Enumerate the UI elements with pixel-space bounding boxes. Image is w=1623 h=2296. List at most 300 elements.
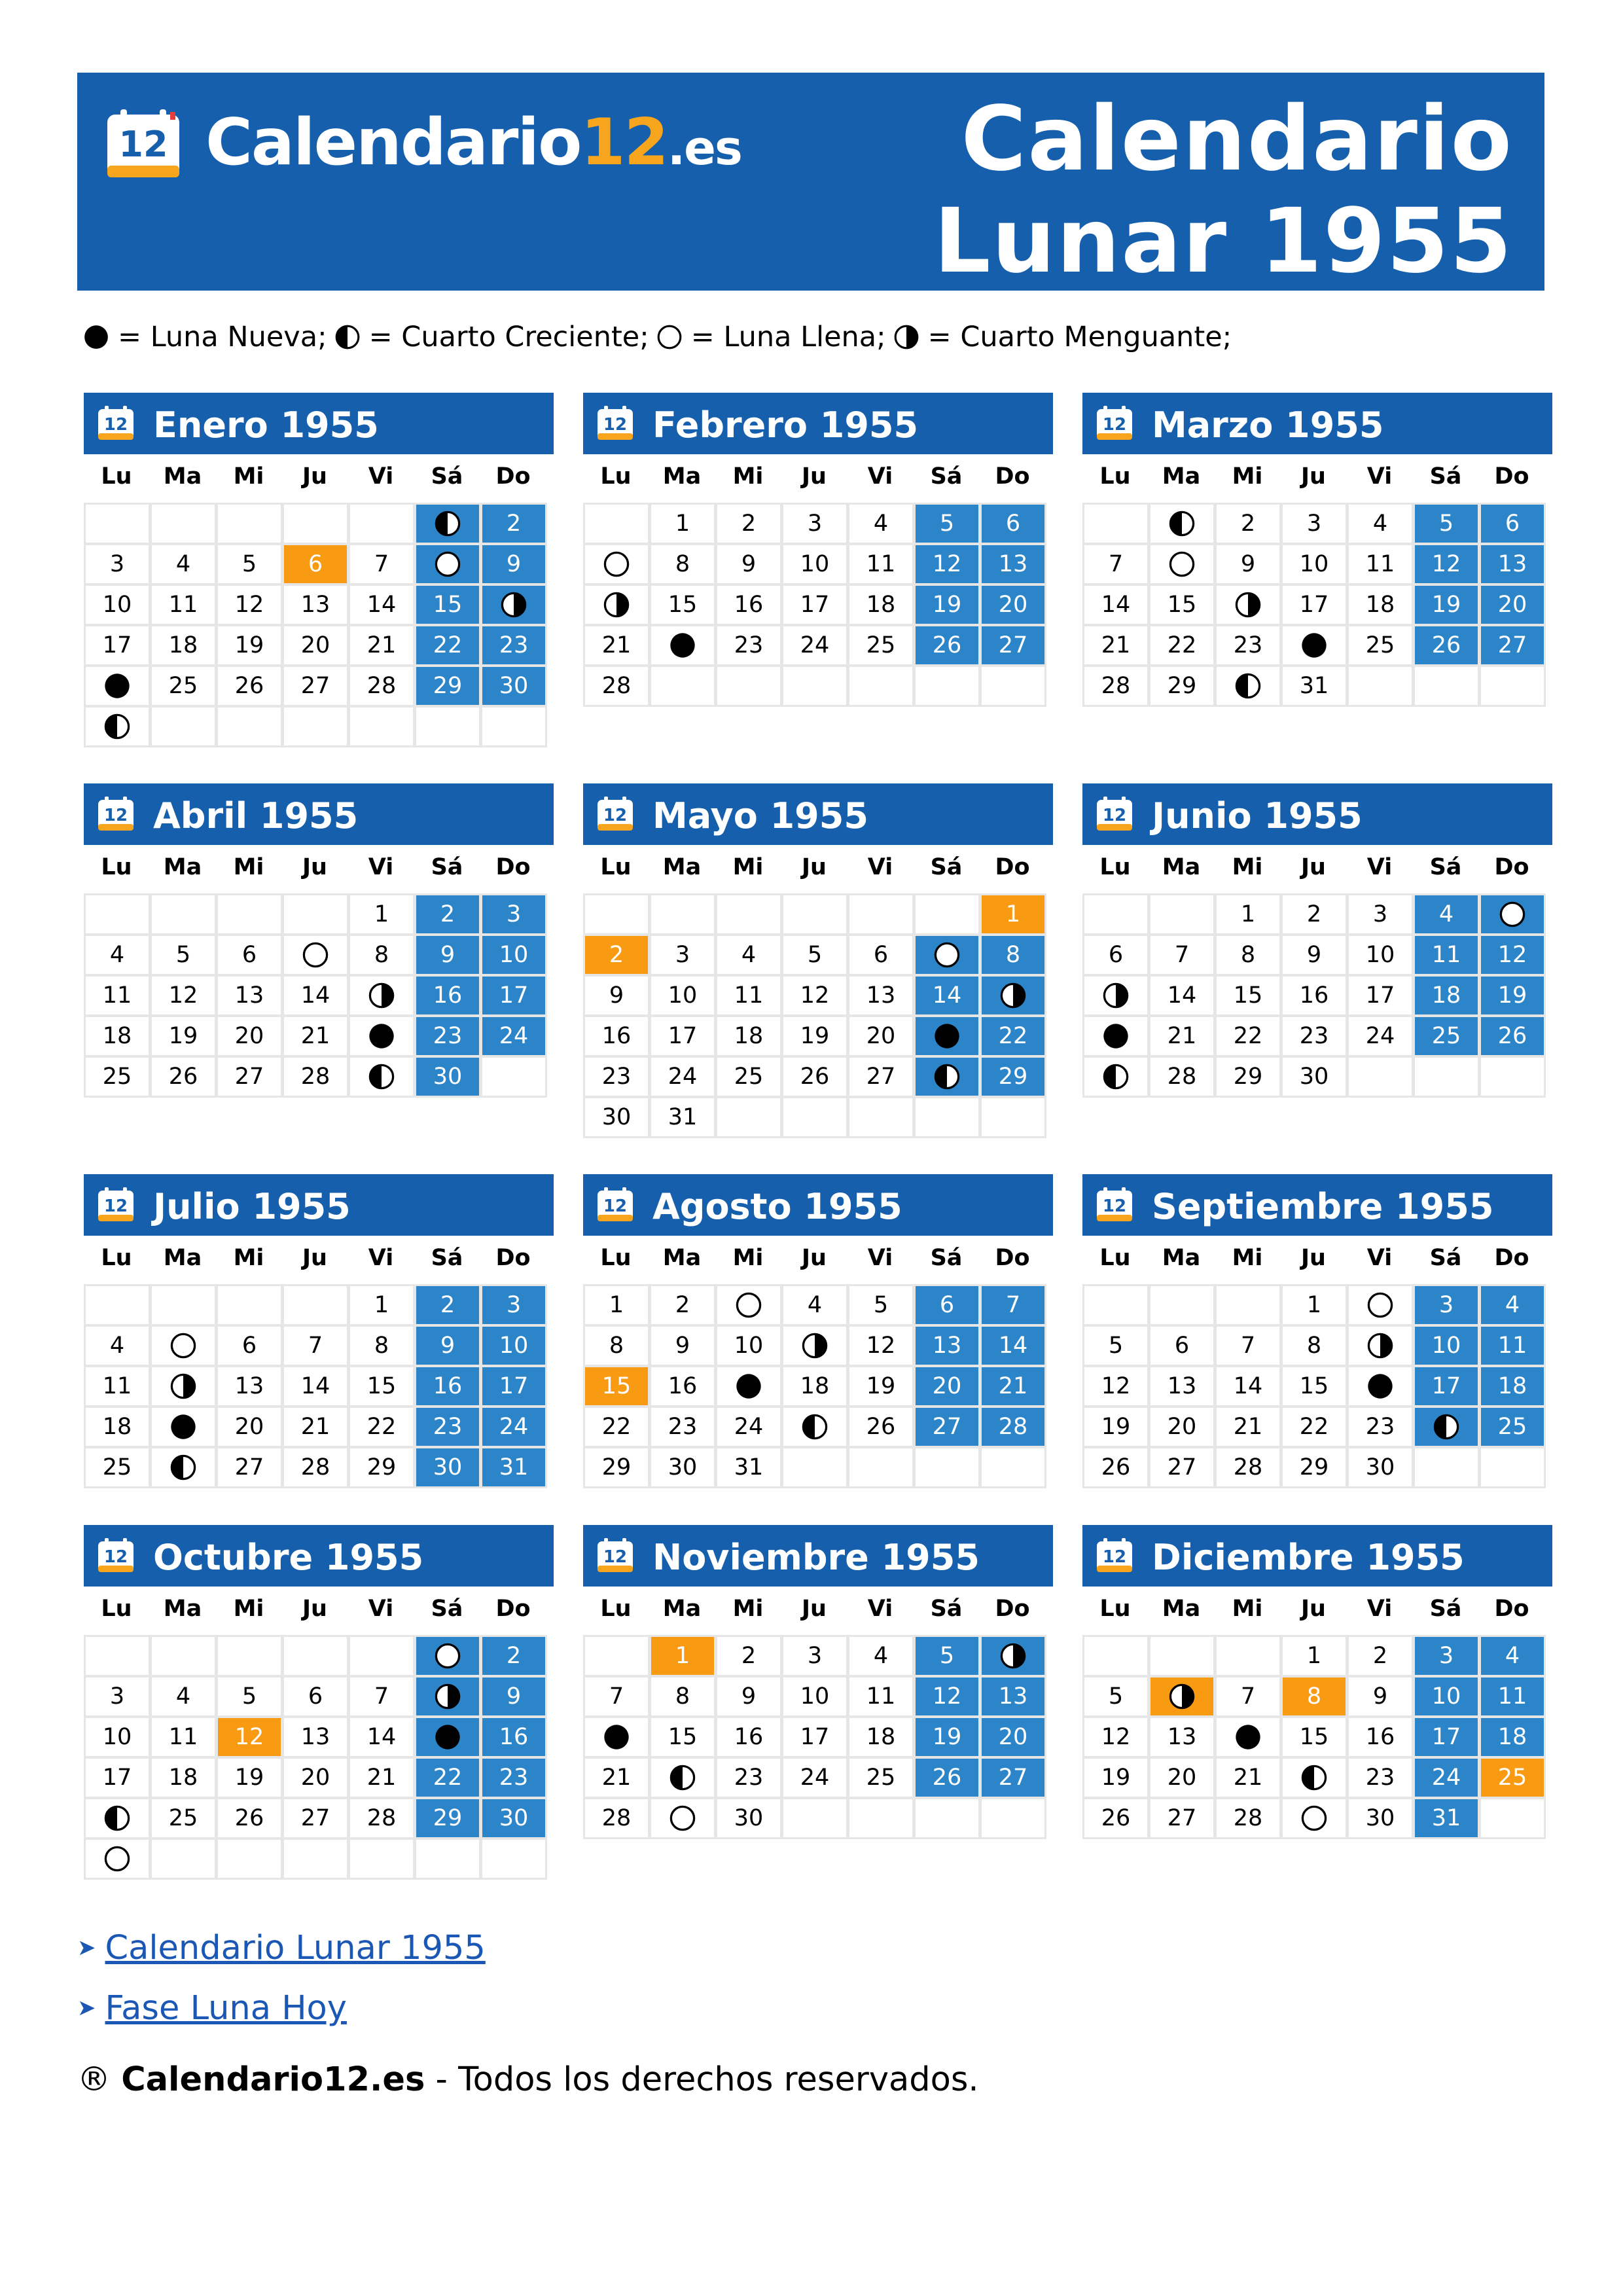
month-title: Noviembre 1955 bbox=[652, 1537, 980, 1578]
day-cell: 2 bbox=[583, 934, 650, 976]
day-cell: 27 bbox=[914, 1406, 980, 1448]
new-moon-icon bbox=[668, 631, 697, 660]
day-cell: 26 bbox=[847, 1406, 914, 1448]
month-header bbox=[1082, 393, 1552, 454]
month-calendar bbox=[84, 783, 554, 1098]
weekday-label: Lu bbox=[101, 1596, 132, 1622]
day-cell: 3 bbox=[1347, 893, 1414, 935]
new-moon-icon bbox=[1300, 631, 1329, 660]
empty-cell bbox=[1479, 1446, 1546, 1488]
day-cell: 13 bbox=[282, 584, 349, 626]
weekday-label: Ma bbox=[1162, 1245, 1201, 1271]
weekday-header bbox=[84, 454, 554, 503]
month-title: Julio 1955 bbox=[153, 1186, 351, 1227]
empty-cell bbox=[1413, 1446, 1480, 1488]
first-quarter-icon bbox=[169, 1453, 198, 1482]
empty-cell bbox=[282, 1838, 349, 1880]
day-cell: 7 bbox=[1215, 1676, 1281, 1717]
empty-cell bbox=[1347, 665, 1414, 707]
svg-text:12: 12 bbox=[603, 1547, 628, 1567]
day-cell: 2 bbox=[1215, 503, 1281, 545]
day-cell: 21 bbox=[282, 1406, 349, 1448]
day-cell: 6 bbox=[282, 543, 349, 585]
day-cell bbox=[84, 665, 151, 707]
weekday-label: Mi bbox=[233, 1596, 264, 1622]
weekday-label: Vi bbox=[368, 854, 394, 880]
day-cell: 3 bbox=[781, 1635, 848, 1677]
new-moon-icon bbox=[367, 1022, 396, 1050]
new-moon-icon bbox=[602, 1723, 631, 1751]
weekday-label: Mi bbox=[1232, 1245, 1263, 1271]
day-cell: 20 bbox=[282, 624, 349, 666]
day-cell: 6 bbox=[914, 1284, 980, 1326]
empty-cell bbox=[84, 893, 151, 935]
day-cell: 6 bbox=[1149, 1325, 1215, 1367]
last-quarter-icon bbox=[999, 1641, 1027, 1670]
month-title: Enero 1955 bbox=[153, 404, 379, 446]
day-cell: 11 bbox=[1347, 543, 1414, 585]
day-cell: 29 bbox=[348, 1446, 415, 1488]
full-moon-icon bbox=[433, 550, 462, 579]
empty-cell bbox=[1149, 1284, 1215, 1326]
day-cell: 8 bbox=[1281, 1325, 1347, 1367]
empty-cell bbox=[480, 706, 547, 747]
day-cell: 20 bbox=[1149, 1757, 1215, 1799]
empty-cell bbox=[914, 665, 980, 707]
day-cell: 6 bbox=[1082, 934, 1149, 976]
weekday-label: Vi bbox=[1366, 463, 1393, 490]
day-cell: 12 bbox=[1479, 934, 1546, 976]
day-cell: 30 bbox=[715, 1797, 782, 1839]
day-cell bbox=[150, 1325, 217, 1367]
weekday-label: Lu bbox=[600, 463, 632, 490]
weekday-label: Lu bbox=[101, 854, 132, 880]
empty-cell bbox=[781, 1797, 848, 1839]
empty-cell bbox=[847, 893, 914, 935]
empty-cell bbox=[914, 893, 980, 935]
full-moon-icon bbox=[602, 550, 631, 579]
full-moon-icon bbox=[103, 1844, 132, 1873]
empty-cell bbox=[282, 503, 349, 545]
weekday-label: Ju bbox=[1301, 1596, 1326, 1622]
day-cell: 31 bbox=[1413, 1797, 1480, 1839]
empty-cell bbox=[282, 893, 349, 935]
day-cell: 11 bbox=[715, 975, 782, 1016]
empty-cell bbox=[480, 1056, 547, 1098]
month-title: Marzo 1955 bbox=[1152, 404, 1384, 446]
day-cell: 12 bbox=[781, 975, 848, 1016]
day-cell: 30 bbox=[480, 665, 547, 707]
day-cell bbox=[1281, 624, 1347, 666]
link-fase-luna-hoy[interactable]: Fase Luna Hoy bbox=[105, 1988, 347, 2028]
full-moon-icon bbox=[734, 1291, 763, 1319]
link-calendario-lunar[interactable]: Calendario Lunar 1955 bbox=[105, 1928, 486, 1967]
weekday-label: Vi bbox=[867, 854, 893, 880]
last-quarter-icon bbox=[999, 981, 1027, 1010]
weekday-label: Ma bbox=[163, 854, 202, 880]
day-cell: 26 bbox=[216, 665, 283, 707]
day-cell: 19 bbox=[216, 1757, 283, 1799]
day-cell: 13 bbox=[980, 1676, 1046, 1717]
empty-cell bbox=[282, 1284, 349, 1326]
day-cell: 4 bbox=[847, 503, 914, 545]
day-cell: 4 bbox=[715, 934, 782, 976]
weekday-label: Ju bbox=[802, 1245, 827, 1271]
day-cell: 27 bbox=[216, 1056, 283, 1098]
weekday-label: Mi bbox=[233, 1245, 264, 1271]
day-cell: 3 bbox=[781, 503, 848, 545]
weekday-label: Lu bbox=[1099, 1596, 1131, 1622]
day-cell: 22 bbox=[980, 1015, 1046, 1057]
weekday-label: Vi bbox=[368, 1245, 394, 1271]
day-cell: 9 bbox=[715, 543, 782, 585]
weekday-label: Do bbox=[495, 854, 531, 880]
empty-cell bbox=[715, 1096, 782, 1138]
day-cell: 28 bbox=[980, 1406, 1046, 1448]
month-header bbox=[1082, 1174, 1552, 1236]
month-header bbox=[84, 393, 554, 454]
day-cell: 24 bbox=[480, 1406, 547, 1448]
day-cell: 28 bbox=[282, 1056, 349, 1098]
first-quarter-icon bbox=[1300, 1763, 1329, 1792]
weekday-label: Ju bbox=[802, 854, 827, 880]
day-cell: 29 bbox=[1281, 1446, 1347, 1488]
month-header bbox=[583, 1525, 1053, 1587]
day-cell: 21 bbox=[348, 1757, 415, 1799]
day-cell: 5 bbox=[1413, 503, 1480, 545]
last-quarter-icon bbox=[433, 1682, 462, 1711]
empty-cell bbox=[1149, 1635, 1215, 1677]
day-cell: 8 bbox=[649, 1676, 716, 1717]
weekday-label: Ju bbox=[802, 1596, 827, 1622]
empty-cell bbox=[1413, 665, 1480, 707]
day-cell: 6 bbox=[216, 934, 283, 976]
day-cell: 6 bbox=[282, 1676, 349, 1717]
weekday-label: Ma bbox=[662, 463, 702, 490]
last-quarter-icon bbox=[1101, 981, 1130, 1010]
new-moon-icon bbox=[82, 323, 110, 351]
svg-text:12: 12 bbox=[1102, 806, 1127, 825]
empty-cell bbox=[84, 503, 151, 545]
day-cell: 17 bbox=[649, 1015, 716, 1057]
day-cell: 22 bbox=[1281, 1406, 1347, 1448]
day-cell: 8 bbox=[1215, 934, 1281, 976]
weekday-label: Lu bbox=[1099, 1245, 1131, 1271]
weekday-label: Lu bbox=[600, 1245, 632, 1271]
day-cell bbox=[414, 543, 481, 585]
day-cell: 22 bbox=[348, 1406, 415, 1448]
empty-cell bbox=[1082, 1284, 1149, 1326]
month-header bbox=[1082, 783, 1552, 845]
arrow-icon: ➤ bbox=[77, 1995, 96, 2021]
month-title: Agosto 1955 bbox=[652, 1186, 902, 1227]
day-cell: 25 bbox=[1347, 624, 1414, 666]
day-cell: 7 bbox=[980, 1284, 1046, 1326]
day-cell bbox=[84, 1797, 151, 1839]
empty-cell bbox=[348, 1635, 415, 1677]
day-cell: 15 bbox=[1281, 1365, 1347, 1407]
new-moon-icon bbox=[734, 1372, 763, 1401]
legend-label: = Cuarto Menguante; bbox=[927, 321, 1232, 353]
day-cell: 24 bbox=[781, 624, 848, 666]
day-cell bbox=[715, 1365, 782, 1407]
empty-cell bbox=[715, 893, 782, 935]
day-cell: 14 bbox=[348, 584, 415, 626]
day-cell: 1 bbox=[649, 503, 716, 545]
day-cell: 21 bbox=[583, 1757, 650, 1799]
day-cell: 19 bbox=[1082, 1757, 1149, 1799]
day-cell: 12 bbox=[216, 1716, 283, 1758]
day-cell: 30 bbox=[414, 1446, 481, 1488]
weekday-label: Mi bbox=[233, 463, 264, 490]
day-cell: 12 bbox=[1082, 1365, 1149, 1407]
empty-cell bbox=[980, 1797, 1046, 1839]
day-cell: 24 bbox=[715, 1406, 782, 1448]
day-cell: 4 bbox=[150, 1676, 217, 1717]
weekday-label: Lu bbox=[600, 854, 632, 880]
empty-cell bbox=[216, 1838, 283, 1880]
day-cell: 30 bbox=[649, 1446, 716, 1488]
weekday-label: Vi bbox=[368, 1596, 394, 1622]
day-cell: 4 bbox=[1479, 1284, 1546, 1326]
empty-cell bbox=[150, 706, 217, 747]
day-cell bbox=[649, 624, 716, 666]
day-cell: 23 bbox=[1215, 624, 1281, 666]
day-cell bbox=[980, 975, 1046, 1016]
day-cell: 10 bbox=[781, 543, 848, 585]
weekday-header bbox=[84, 1236, 554, 1284]
day-cell: 8 bbox=[649, 543, 716, 585]
first-quarter-icon bbox=[367, 1062, 396, 1091]
day-cell: 21 bbox=[583, 624, 650, 666]
last-quarter-icon bbox=[800, 1331, 829, 1360]
day-cell: 3 bbox=[480, 1284, 547, 1326]
day-cell: 8 bbox=[980, 934, 1046, 976]
day-cell: 20 bbox=[216, 1015, 283, 1057]
month-title: Abril 1955 bbox=[153, 795, 359, 836]
day-cell bbox=[583, 1716, 650, 1758]
day-cell: 22 bbox=[1149, 624, 1215, 666]
day-cell: 1 bbox=[348, 1284, 415, 1326]
last-quarter-icon bbox=[499, 590, 528, 619]
month-calendar bbox=[84, 393, 554, 748]
day-cell: 28 bbox=[1082, 665, 1149, 707]
first-quarter-icon bbox=[933, 1062, 961, 1091]
day-cell bbox=[583, 543, 650, 585]
full-moon-icon bbox=[1300, 1804, 1329, 1833]
weekday-header bbox=[1082, 454, 1552, 503]
day-cell: 14 bbox=[348, 1716, 415, 1758]
day-cell: 20 bbox=[282, 1757, 349, 1799]
full-moon-icon bbox=[1498, 900, 1527, 929]
month-title: Octubre 1955 bbox=[153, 1537, 424, 1578]
empty-cell bbox=[1082, 893, 1149, 935]
day-cell: 11 bbox=[84, 975, 151, 1016]
day-cell: 30 bbox=[414, 1056, 481, 1098]
day-cell: 23 bbox=[414, 1015, 481, 1057]
weekday-label: Vi bbox=[368, 463, 394, 490]
empty-cell bbox=[715, 665, 782, 707]
month-calendar bbox=[1082, 783, 1552, 1098]
day-cell: 5 bbox=[150, 934, 217, 976]
day-cell: 12 bbox=[1082, 1716, 1149, 1758]
svg-text:12: 12 bbox=[103, 415, 128, 435]
day-cell: 13 bbox=[914, 1325, 980, 1367]
day-cell: 18 bbox=[1413, 975, 1480, 1016]
empty-cell bbox=[150, 1838, 217, 1880]
logo-number: 12 bbox=[118, 124, 168, 165]
day-cell: 9 bbox=[1281, 934, 1347, 976]
day-cell: 1 bbox=[583, 1284, 650, 1326]
first-quarter-icon bbox=[433, 509, 462, 538]
day-cell: 5 bbox=[847, 1284, 914, 1326]
day-cell: 16 bbox=[583, 1015, 650, 1057]
empty-cell bbox=[84, 1635, 151, 1677]
day-cell: 5 bbox=[1082, 1325, 1149, 1367]
day-cell: 10 bbox=[715, 1325, 782, 1367]
first-quarter-icon bbox=[103, 712, 132, 741]
month-header bbox=[84, 1525, 554, 1587]
day-cell: 16 bbox=[715, 1716, 782, 1758]
day-cell bbox=[1347, 1284, 1414, 1326]
weekday-label: Ju bbox=[1301, 463, 1326, 490]
last-quarter-icon bbox=[602, 590, 631, 619]
day-cell: 25 bbox=[150, 665, 217, 707]
day-cell bbox=[150, 1406, 217, 1448]
day-cell: 6 bbox=[980, 503, 1046, 545]
day-cell: 15 bbox=[1281, 1716, 1347, 1758]
day-cell: 5 bbox=[1082, 1676, 1149, 1717]
day-cell: 27 bbox=[980, 1757, 1046, 1799]
new-moon-icon bbox=[1234, 1723, 1262, 1751]
day-cell: 24 bbox=[781, 1757, 848, 1799]
day-cell: 24 bbox=[480, 1015, 547, 1057]
day-cell bbox=[348, 1056, 415, 1098]
day-cell: 10 bbox=[84, 584, 151, 626]
empty-cell bbox=[583, 503, 650, 545]
day-cell: 31 bbox=[1281, 665, 1347, 707]
day-cell: 14 bbox=[914, 975, 980, 1016]
day-cell: 4 bbox=[847, 1635, 914, 1677]
month-calendar bbox=[583, 393, 1053, 708]
day-cell: 21 bbox=[1149, 1015, 1215, 1057]
day-cell: 15 bbox=[1149, 584, 1215, 626]
month-calendar bbox=[583, 1174, 1053, 1489]
day-cell: 9 bbox=[480, 1676, 547, 1717]
weekday-header bbox=[583, 1587, 1053, 1635]
empty-cell bbox=[980, 665, 1046, 707]
day-cell: 25 bbox=[84, 1056, 151, 1098]
empty-cell bbox=[781, 1096, 848, 1138]
day-cell: 18 bbox=[1479, 1365, 1546, 1407]
day-cell: 17 bbox=[1413, 1716, 1480, 1758]
calendar-icon bbox=[596, 1538, 634, 1573]
month-calendar bbox=[84, 1174, 554, 1489]
day-cell: 23 bbox=[414, 1406, 481, 1448]
day-cell bbox=[649, 1797, 716, 1839]
day-cell: 15 bbox=[1215, 975, 1281, 1016]
empty-cell bbox=[216, 1635, 283, 1677]
day-cell: 30 bbox=[480, 1797, 547, 1839]
empty-cell bbox=[348, 706, 415, 747]
weekday-label: Do bbox=[495, 1245, 531, 1271]
month-header bbox=[583, 1174, 1053, 1236]
day-cell: 9 bbox=[715, 1676, 782, 1717]
day-cell: 23 bbox=[1281, 1015, 1347, 1057]
day-cell: 6 bbox=[847, 934, 914, 976]
day-cell: 30 bbox=[1347, 1446, 1414, 1488]
last-quarter-icon bbox=[1366, 1331, 1395, 1360]
calendar-icon bbox=[1096, 1187, 1133, 1223]
day-cell: 9 bbox=[583, 975, 650, 1016]
day-cell: 19 bbox=[847, 1365, 914, 1407]
full-moon-icon bbox=[433, 1641, 462, 1670]
month-calendar bbox=[1082, 393, 1552, 708]
day-cell: 20 bbox=[847, 1015, 914, 1057]
empty-cell bbox=[649, 893, 716, 935]
day-cell: 18 bbox=[847, 584, 914, 626]
day-cell: 21 bbox=[1215, 1406, 1281, 1448]
weekday-label: Sá bbox=[930, 854, 963, 880]
day-cell: 23 bbox=[1347, 1757, 1414, 1799]
weekday-label: Sá bbox=[431, 1245, 463, 1271]
day-cell: 9 bbox=[414, 1325, 481, 1367]
day-cell: 8 bbox=[1281, 1676, 1347, 1717]
month-title: Junio 1955 bbox=[1152, 795, 1363, 836]
empty-cell bbox=[1479, 1797, 1546, 1839]
day-cell: 9 bbox=[480, 543, 547, 585]
empty-cell bbox=[348, 1838, 415, 1880]
day-cell: 10 bbox=[480, 934, 547, 976]
empty-cell bbox=[914, 1446, 980, 1488]
day-cell: 19 bbox=[1082, 1406, 1149, 1448]
first-quarter-icon bbox=[1168, 509, 1196, 538]
day-cell bbox=[914, 1056, 980, 1098]
empty-cell bbox=[649, 665, 716, 707]
day-cell: 28 bbox=[583, 1797, 650, 1839]
day-cell: 28 bbox=[1215, 1797, 1281, 1839]
day-cell: 9 bbox=[414, 934, 481, 976]
day-cell: 8 bbox=[348, 934, 415, 976]
day-cell: 7 bbox=[583, 1676, 650, 1717]
full-moon-icon bbox=[1168, 550, 1196, 579]
day-cell: 22 bbox=[583, 1406, 650, 1448]
full-moon-icon bbox=[656, 323, 683, 351]
footer-links bbox=[77, 1918, 486, 2038]
empty-cell bbox=[216, 1284, 283, 1326]
day-cell: 15 bbox=[583, 1365, 650, 1407]
day-cell bbox=[1347, 1365, 1414, 1407]
day-cell: 16 bbox=[414, 1365, 481, 1407]
empty-cell bbox=[914, 1797, 980, 1839]
day-cell: 17 bbox=[1347, 975, 1414, 1016]
weekday-header bbox=[84, 845, 554, 893]
day-cell: 3 bbox=[649, 934, 716, 976]
calendar-icon bbox=[97, 1538, 135, 1573]
day-cell: 13 bbox=[980, 543, 1046, 585]
svg-text:12: 12 bbox=[103, 1547, 128, 1567]
day-cell: 30 bbox=[1347, 1797, 1414, 1839]
weekday-label: Sá bbox=[431, 854, 463, 880]
weekday-label: Vi bbox=[1366, 854, 1393, 880]
weekday-label: Lu bbox=[101, 463, 132, 490]
weekday-label: Mi bbox=[1232, 1596, 1263, 1622]
legend-label: = Cuarto Creciente; bbox=[368, 321, 649, 353]
day-cell: 20 bbox=[216, 1406, 283, 1448]
empty-cell bbox=[1215, 1635, 1281, 1677]
day-cell: 2 bbox=[1347, 1635, 1414, 1677]
empty-cell bbox=[84, 1284, 151, 1326]
